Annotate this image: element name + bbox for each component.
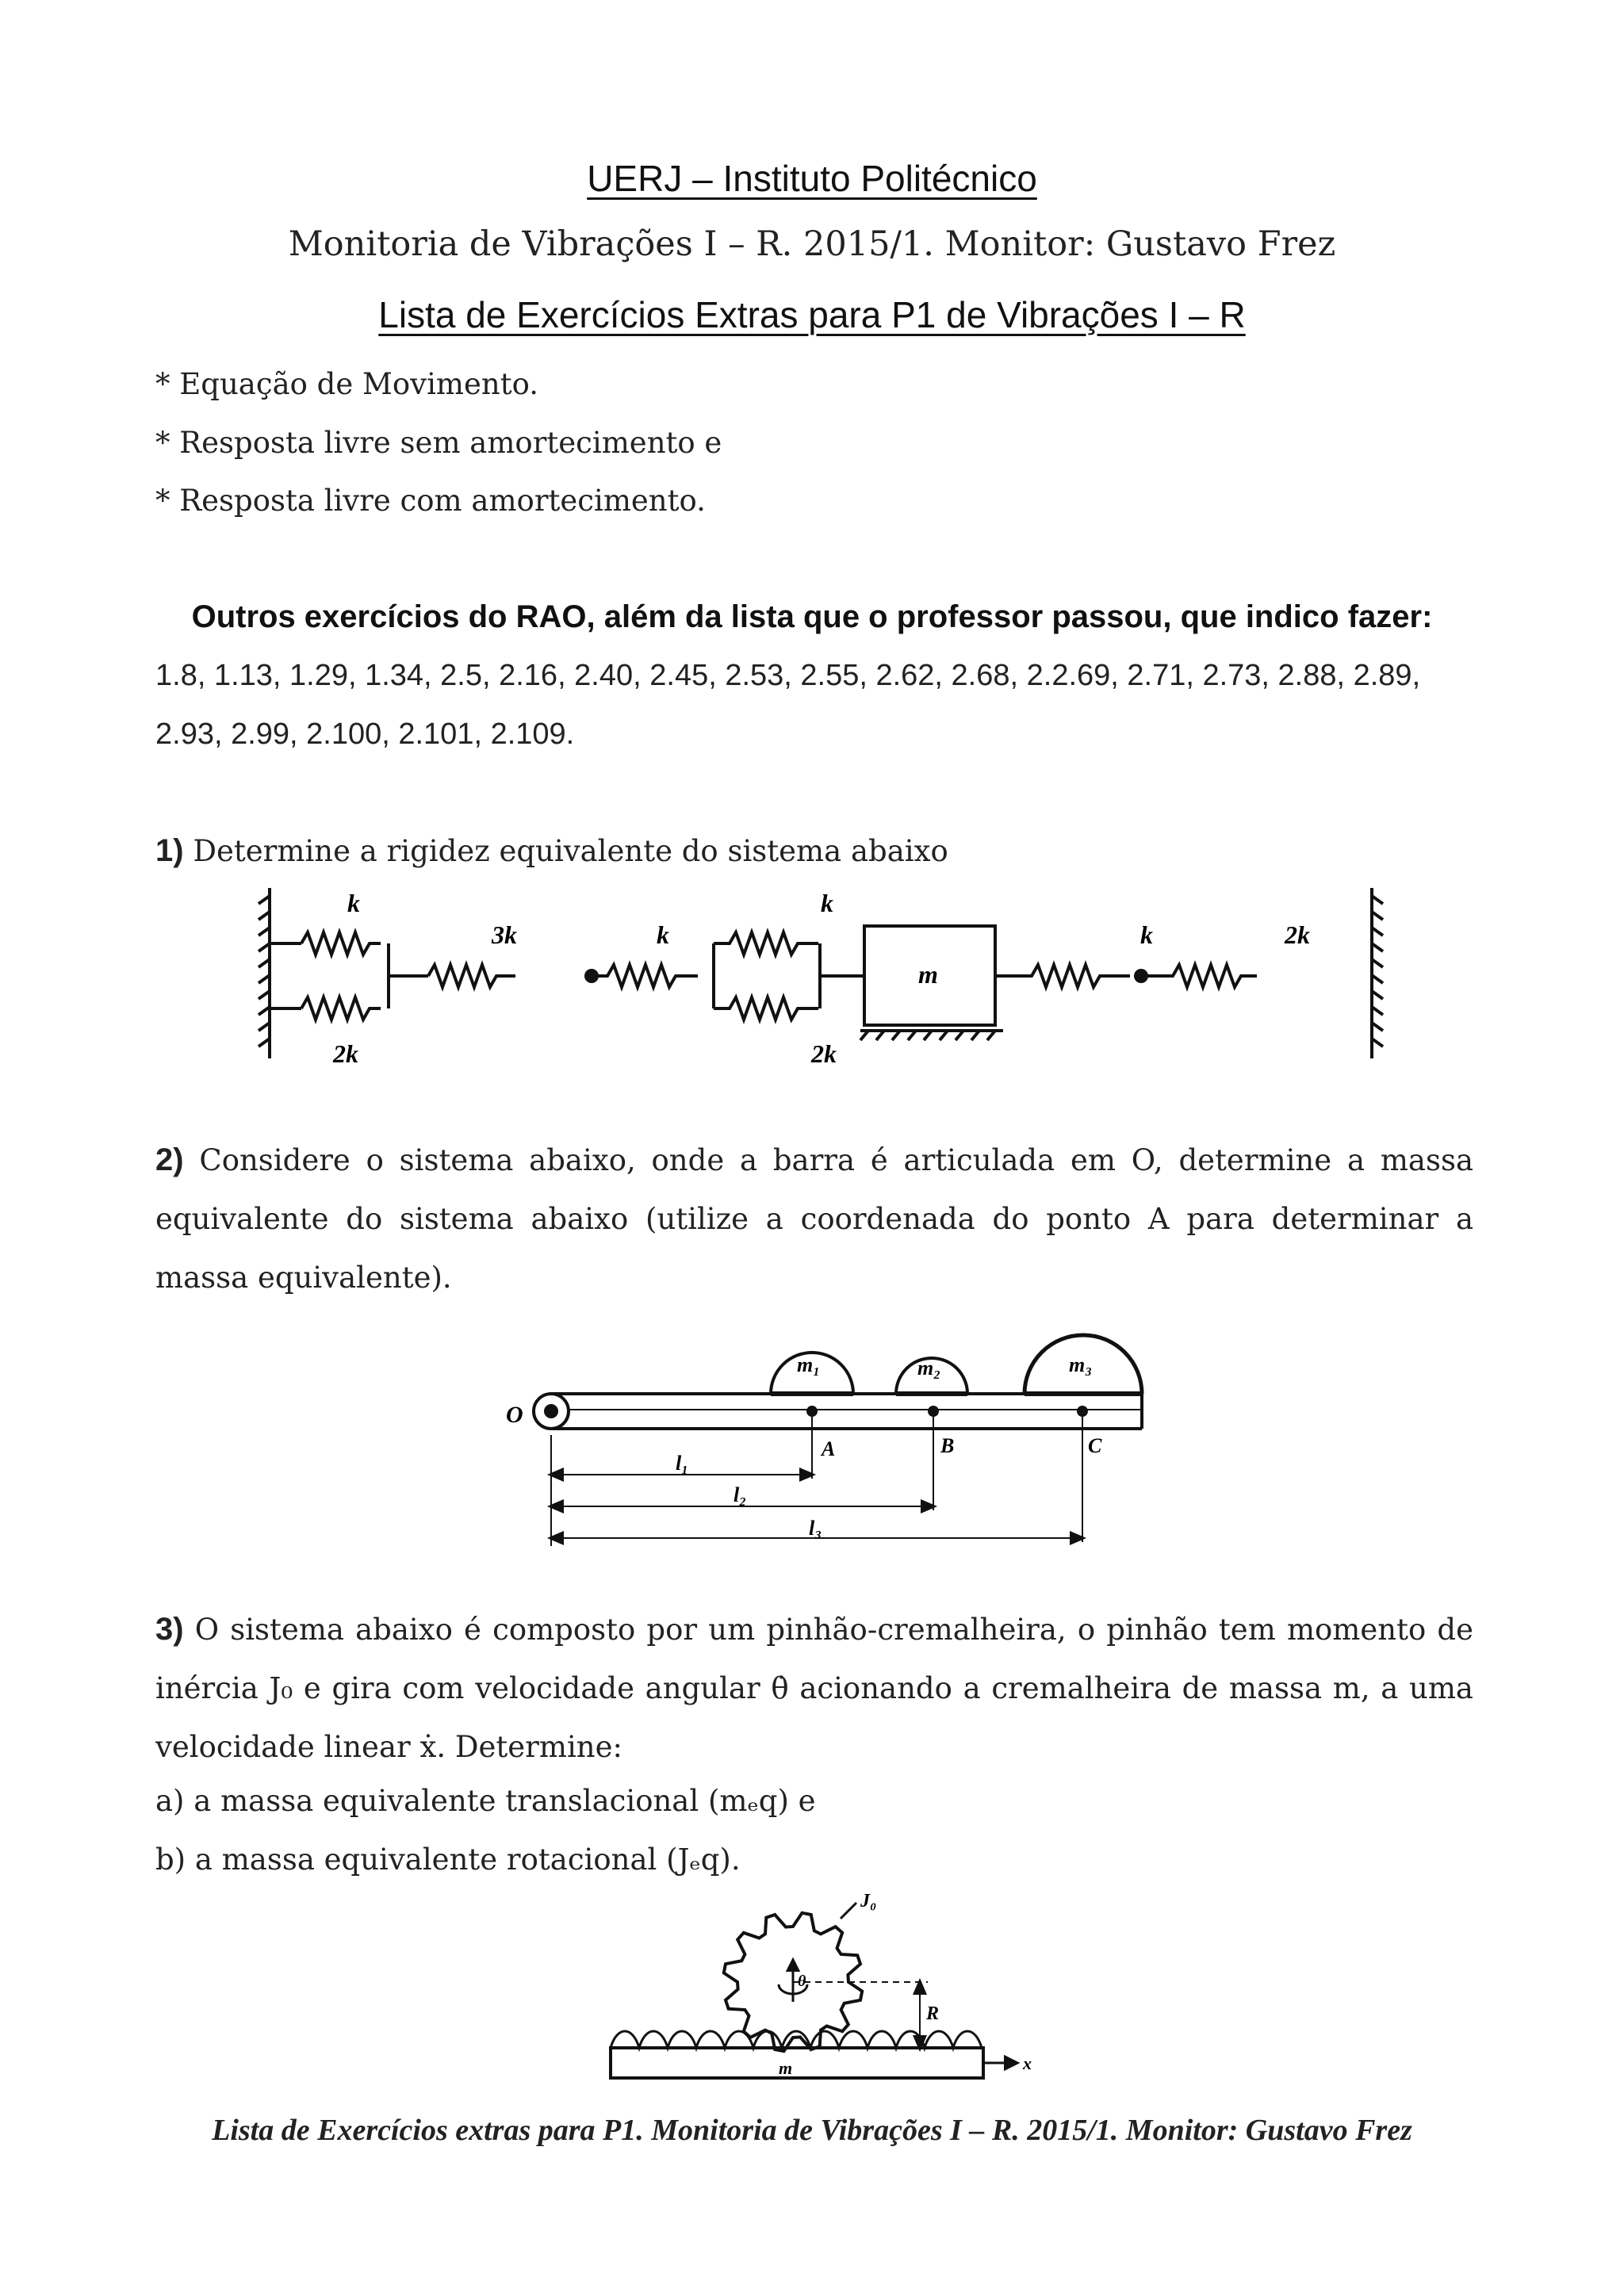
spring-label: 3k xyxy=(492,920,517,949)
inertia-label: J₀ xyxy=(860,1891,877,1911)
spring-label: 2k xyxy=(1285,920,1310,949)
question-3 xyxy=(155,1600,1473,1777)
question-1 xyxy=(155,821,1473,881)
institution-heading: UERJ – Instituto Politécnico xyxy=(587,158,1037,199)
topic-item: * Equação de Movimento. xyxy=(155,367,538,401)
question-number: 1) xyxy=(155,833,184,868)
length-label-l2: l₂ xyxy=(733,1483,747,1506)
page-footer: Lista de Exercícios extras para P1. Monitoria de Vibrações I – R. 2015/1. Monitor: Gustavo Frez xyxy=(212,2114,1412,2147)
spring-label: k xyxy=(1140,920,1153,949)
length-label-l3: l₃ xyxy=(809,1517,822,1540)
mass-label-m2: m₂ xyxy=(917,1357,941,1380)
extra-exercises-title: Outros exercícios do RAO, além da lista que o professor passou, que indico fazer: xyxy=(191,599,1433,634)
point-c-dot xyxy=(1077,1406,1088,1417)
spring-label: 2k xyxy=(811,1039,837,1068)
length-label-l1: l₁ xyxy=(676,1452,689,1475)
point-label-b: B xyxy=(940,1434,955,1457)
question-3-item-b: b) a massa equivalente rotacional (Jₑq). xyxy=(155,1843,741,1877)
radius-label: R xyxy=(926,2003,940,2024)
spring-label: 2k xyxy=(333,1039,358,1068)
point-label-a: A xyxy=(822,1437,836,1460)
mass-label-m1: m₁ xyxy=(797,1353,821,1376)
rack-mass-label: m xyxy=(779,2058,793,2078)
mass-label-m3: m₃ xyxy=(1069,1353,1093,1376)
rack-pinion-figure xyxy=(603,1891,1063,2093)
spring-label: k xyxy=(657,920,669,949)
theta-label: θ xyxy=(798,1973,806,1990)
spring-label: k xyxy=(821,889,833,917)
question-text: Determine a rigidez equivalente do sistema abaixo xyxy=(193,834,948,868)
spring-system-figure xyxy=(254,880,1411,1070)
point-label-c: C xyxy=(1088,1434,1102,1457)
question-text: O sistema abaixo é composto por um pinhão-cremalheira, o pinhão tem momento de inércia J₀ e gira com velocidade angular θ̇ acionando a cremalheira de massa m, a uma velocidade linear ẋ. Determine: xyxy=(155,1613,1473,1764)
topic-item: * Resposta livre com amortecimento. xyxy=(155,484,706,518)
junction-dot xyxy=(584,969,599,983)
spring-label: k xyxy=(347,889,360,917)
pivot-label: O xyxy=(506,1402,523,1428)
question-number: 2) xyxy=(155,1142,184,1177)
point-a-dot xyxy=(806,1406,818,1417)
displacement-label: x xyxy=(1023,2053,1032,2073)
hinged-bar-figure xyxy=(492,1316,1158,1546)
mass-label: m xyxy=(918,960,938,989)
junction-dot xyxy=(1134,969,1148,983)
topic-item: * Resposta livre sem amortecimento e xyxy=(155,426,722,460)
document-title: Lista de Exercícios Extras para P1 de Vibrações I – R xyxy=(378,294,1246,335)
point-b-dot xyxy=(928,1406,939,1417)
question-3-item-a: a) a massa equivalente translacional (mₑq) e xyxy=(155,1784,816,1818)
question-number: 3) xyxy=(155,1612,184,1647)
question-2 xyxy=(155,1131,1473,1307)
extra-exercises-list: 1.8, 1.13, 1.29, 1.34, 2.5, 2.16, 2.40, 2.45, 2.53, 2.55, 2.62, 2.68, 2.2.69, 2.71, 2.73, 2.88, 2.89, 2.93, 2.99, 2.100, 2.101, 2.109. xyxy=(155,659,1421,751)
course-line: Monitoria de Vibrações I – R. 2015/1. Monitor: Gustavo Frez xyxy=(288,224,1336,264)
question-text: Considere o sistema abaixo, onde a barra é articulada em O, determine a massa equivalente do sistema abaixo (utilize a coordenada do ponto A para determinar a massa equivalente). xyxy=(155,1143,1473,1295)
